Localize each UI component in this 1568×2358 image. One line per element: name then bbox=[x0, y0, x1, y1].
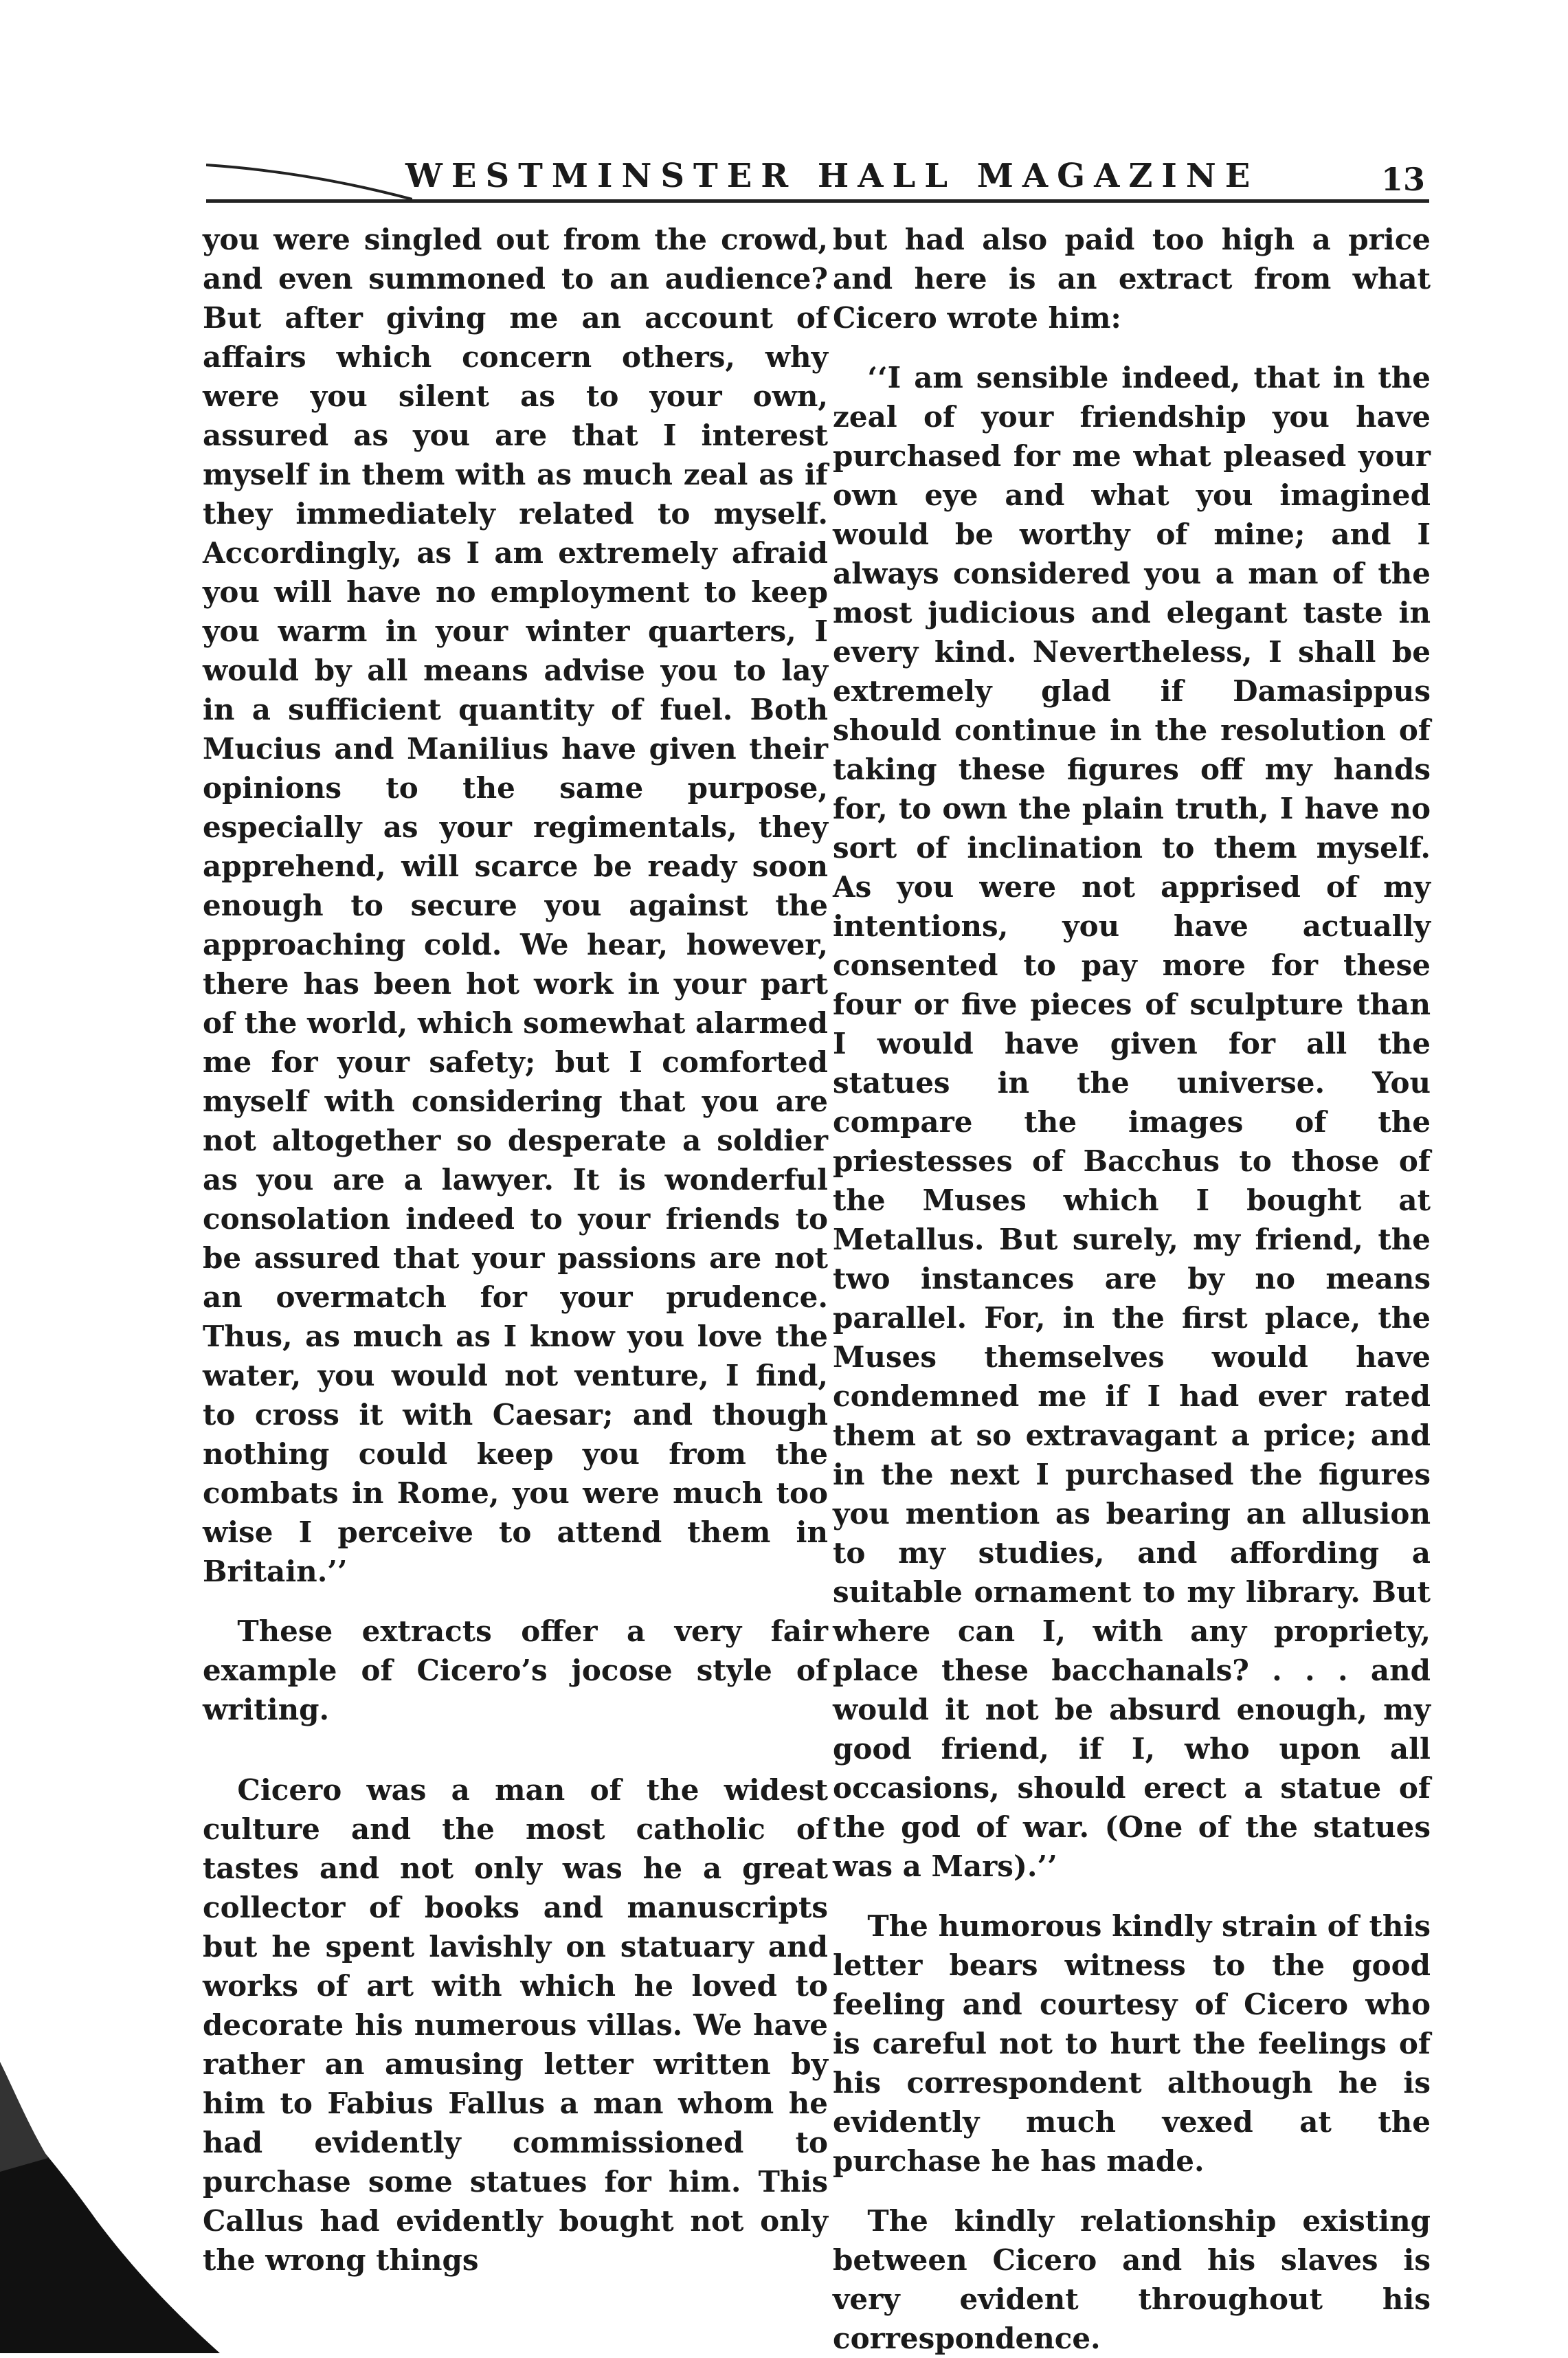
running-title: WESTMINSTER HALL MAGAZINE bbox=[405, 157, 1259, 195]
left-column bbox=[203, 220, 828, 2280]
right-paragraph-3: The humorous kindly strain of this letter bears witness to the good feeling and courtesy of Cicero who is careful not to hurt the feelings of his correspondent although he is evidently much vexed at the purchase he has made. bbox=[833, 1909, 1431, 2178]
left-paragraph-1: you were singled out from the crowd, and even summoned to an audience? But after giving me an account of affairs which concern others, why were you silent as to your own, assured as you are that I interest myself in them with as much zeal as if they immediately related to myself. Accordingly, as I am extremely afraid you will have no employment to keep you warm in your winter quarters, I would by all means advise you to lay in a sufficient quantity of fuel. Both Mucius and Manilius have given their opinions to the same purpose, especially as your regimentals, they apprehend, will scarce be ready soon enough to secure you against the approaching cold. We hear, however, there has been hot work in your part of the world, which somewhat alarmed me for your safety; but I comforted myself with considering that you are not altogether so desperate a soldier as you are a lawyer. It is wonderful consolation indeed to your friends to be assured that your passions are not an overmatch for your prudence. Thus, as much as I know you love the water, you would not venture, I find, to cross it with Caesar; and though nothing could keep you from the combats in Rome, you were much too wise I perceive to attend them in Britain.’’ bbox=[203, 223, 829, 1588]
header-rule bbox=[206, 199, 1429, 203]
left-paragraph-3: Cicero was a man of the widest culture and the most catholic of tastes and not only was he a great collector of books and manuscripts but he spent lavishly on statuary and works of art with which he loved to decorate his numerous villas. We have rather an amusing letter written by him to Fabius Fallus a man whom he had evidently commissioned to purchase some statues for him. This Callus had evidently bought not only the wrong things bbox=[203, 1773, 828, 2277]
left-paragraph-2: These extracts offer a very fair example of Cicero’s jocose style of writing. bbox=[203, 1614, 828, 1726]
right-paragraph-1: but had also paid too high a price and here is an extract from what Cicero wrote him: bbox=[833, 223, 1431, 335]
scan-shadow-blot bbox=[0, 1993, 220, 2353]
right-paragraph-4: The kindly relationship existing between Cicero and his slaves is very evident throughout his correspondence. bbox=[833, 2204, 1431, 2355]
right-paragraph-2: ‘‘I am sensible indeed, that in the zeal of your friendship you have purchased for me what pleased your own eye and what you imagined would be worthy of mine; and I always considered you a man of the most judicious and elegant taste in every kind. Nevertheless, I shall be extremely glad if Damasippus should continue in the resolution of taking these figures off my hands for, to own the plain truth, I have no sort of inclination to them myself. As you were not apprised of my intentions, you have actually consented to pay more for these four or five pieces of sculpture than I would have given for all the statues in the universe. You compare the images of the priestesses of Bacchus to those of the Muses which I bought at Metallus. But surely, my friend, the two instances are by no means parallel. For, in the first place, the Muses themselves would have condemned me if I had ever rated them at so extravagant a price; and in the next I purchased the figures you mention as bearing an allusion to my studies, and affording a suitable ornament to my library. But where can I, with any propriety, place these bacchanals? . . . and would it not be absurd enough, my good friend, if I, who upon all occasions, should erect a statue of the god of war. (One of the statues was a Mars).’’ bbox=[833, 361, 1431, 1883]
page-number: 13 bbox=[1381, 161, 1426, 198]
right-column bbox=[833, 220, 1431, 2358]
header-rule-flourish bbox=[206, 151, 412, 206]
